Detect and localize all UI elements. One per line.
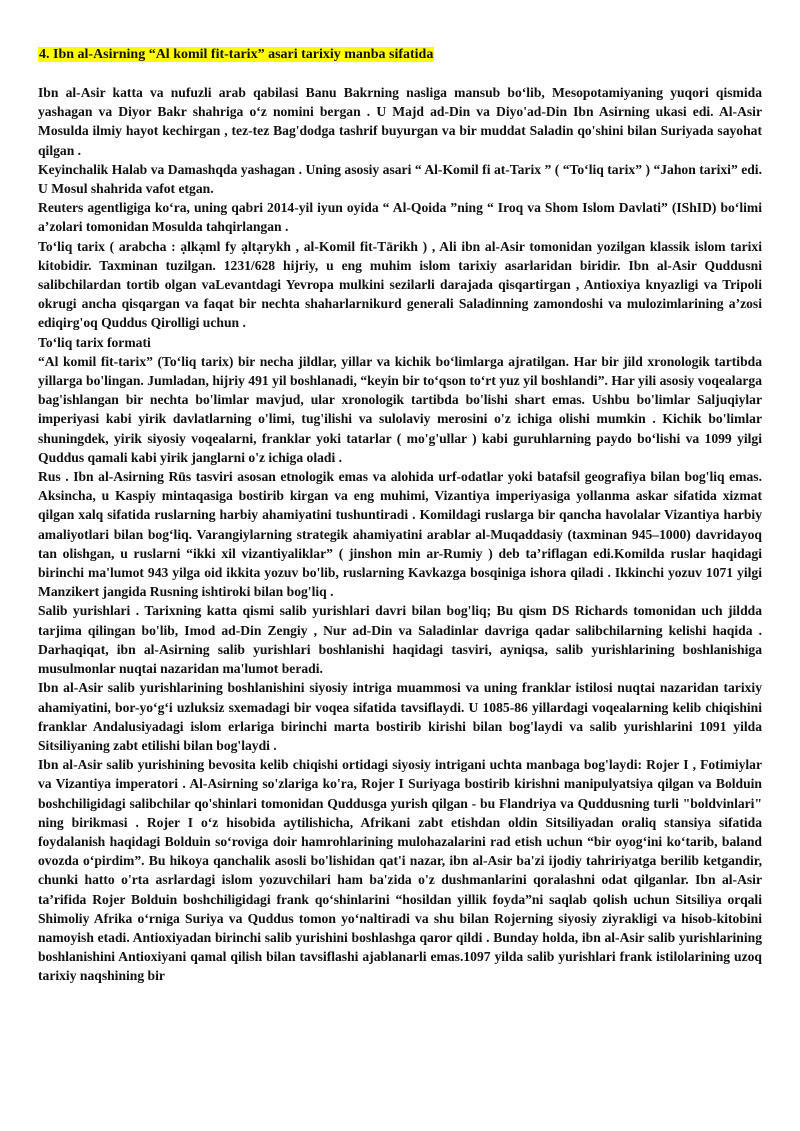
section-heading: 4. Ibn al-Asirning “Al komil fit-tarix” asari tarixiy manba sifatida	[39, 47, 434, 62]
paragraph: Ibn al-Asir salib yurishlarining boshlanishini siyosiy intriga muammosi va uning franklar istilosi nuqtai nazaridan tarixiy ahamiyatini, bor-yo‘g‘i uzluksiz sxemadagi bir voqea sifatida tavsiflaydi. U 1085-86 yillardagi voqealarning kelib chiqishini franklar Andalusiyadagi islom erlariga birinchi marta bostirib kirishi bilan bog'laydi va salib yurishlarini 1091 yilda Sitsiliyaning zabt etilishi bilan bog'laydi .	[38, 680, 762, 753]
paragraph: “Al komil fit-tarix” (To‘liq tarix) bir necha jildlar, yillar va kichik bo‘limlarga ajratilgan. Har bir jild xronologik tartibda yillarga bo'lingan. Jumladan, hijriy 491 yil boshlanadi, “keyin bir to‘qson to‘rt yuz yil boshlandi”. Har yili asosiy voqealarga bag'ishlangan bir nechta bo'limlar mavjud, ular xronologik tartibda bo'lishi shart emas. Ushbu bo'limlar Saljuqiylar imperiyasi kabi yirik davlatlarning o'limi, tug'ilishi va sulolaviy merosini o'z ichiga olishi mumkin . Kichik bo'limlar shuningdek, yirik siyosiy voqealarni, franklar yoki tatarlar ( mo'g'ullar ) kabi guruhlarning paydo bo‘lishi va 1099 yilgi Quddus qamali kabi yirik janglarni o'z ichiga oladi .	[38, 353, 762, 465]
paragraph: Salib yurishlari . Tarixning katta qismi salib yurishlari davri bilan bog'liq; Bu qism DS Richards tomonidan uch jildda tarjima qilingan bo'lib, Imod ad-Din Zengiy , Nur ad-Din va Saladinlar davriga qadar salibchilarning kelishi haqida . Darhaqiqat, ibn al-Asirning salib yurishlari boshlanishi haqidagi tasviri, ayniqsa, salib yurishlarining boshlanishiga musulmonlar nuqtai nazaridan ma'lumot beradi.	[38, 603, 762, 677]
section-heading-wrap	[38, 44, 762, 65]
paragraph: Rus . Ibn al-Asirning Rūs tasviri asosan etnologik emas va alohida urf-odatlar yoki batafsil geografiya bilan bog'liq emas. Aksincha, u Kaspiy mintaqasiga bostirib kirgan va eng muhimi, Vizantiya imperiyasiga yollanma askar sifatida xizmat qilgan xalq sifatida ruslarning harbiy ahamiyatini tushuntiradi . Komildagi ruslarga bir qancha havolalar Vizantiya harbiy amaliyotlari bilan bog‘liq. Varangiylarning strategik ahamiyatini arablar al-Muqaddasiy (taxminan 945–1000) davridayoq tan olishgan, u ruslarni “ikki xil vizantiyaliklar” ( jinshon min ar-Rumiy ) deb ta’riflagan edi.Komilda ruslar haqidagi birinchi ma'lumot 943 yilga oid ikkita yozuv bo'lib, ruslarning Kavkazga bosqiniga ishora qiladi . Ikkinchi yozuv 1071 yilgi Manzikert jangida Rusning ishtiroki bilan bog'liq .	[38, 469, 762, 600]
paragraph: Keyinchalik Halab va Damashqda yashagan . Uning asosiy asari “ Al-Komil fi at-Tarix ” ( “To‘liq tarix” ) “Jahon tarixi” edi. U Mosul shahrida vafot etgan.	[38, 161, 762, 197]
paragraph: To‘liq tarix ( arabcha : ạlkạml fy ạltạrykh , al-Komil fit-Tārikh ) , Ali ibn al-Asir tomonidan yozilgan klassik islom tarixi kitobidir. Taxminan tuzilgan. 1231/628 hijriy, u eng muhim islom tarixiy asarlaridan biridir. Ibn al-Asir Quddusni salibchilardan tortib olgan vaLevantdagi Yevropa mulkini sezilarli darajada qisqartirgan , Antioxiya knyazligi va Tripoli okrugi ancha qisqargan va faqat bir nechta shaharlarnikurd generali Saladinning zamondoshi va mulozimlarining a’zosi ediqirg'oq Quddus Qirolligi uchun .	[38, 238, 762, 331]
paragraph: Ibn al-Asir katta va nufuzli arab qabilasi Banu Bakrning nasliga mansub bo‘lib, Mesopotamiyaning yuqori qismida yashagan va Diyor Bakr shahriga o‘z nomini bergan . U Majd ad-Din va Diyo'ad-Din Ibn Asirning ukasi edi. Al-Asir Mosulda ilmiy hayot kechirgan , tez-tez Bag'dodga tashrif buyurgan va bir muddat Saladin qo'shini bilan Suriyada sayohat qilgan .	[38, 85, 762, 158]
document-page	[38, 44, 762, 986]
paragraph: Ibn al-Asir salib yurishining bevosita kelib chiqishi ortidagi siyosiy intrigani uchta manbaga bog'laydi: Rojer I , Fotimiylar va Vizantiya imperatori . Al-Asirning so'zlariga ko'ra, Rojer I Suriyaga bostirib kirishni manipulyatsiya qilgan va Bolduin boshchiligidagi salibchilar qo'shinlari tomonidan Quddusga yurish qilgan - bu Flandriya va Quddusning turli "boldvinlari" ning birikmasi . Rojer I o‘z hisobida aytilishicha, Afrikani zabt etishdan oldin Sitsiliyadan oraliq stansiya sifatida foydalanish haqidagi Bolduin so‘roviga doir hamrohlarining mulohazalarini rad etish uchun “bir oyog‘ini ko‘tarib, baland ovozda o‘pirdim”. Bu hikoya qanchalik asosli bo'lishidan qat'i nazar, ibn al-Asir ba'zi ijodiy tahririyatga berilib ketgandir, chunki hatto o'rta asrlardagi islom yozuvchilari ham ba'zida o'z dushmanlarini qoralashni odat qilganlar. Ibn al-Asir ta’rifida Rojer Bolduin boshchiligidagi frank qo‘shinlarini “hosildan yillik foyda”ni saqlab qolish uchun Sitsiliya orqali Shimoliy Afrika o‘rniga Suriya va Quddus tomon yo‘naltiradi va shu bilan Rojerning siyosiy ziyrakligi va hisob-kitobini namoyish etadi. Antioxiyadan birinchi salib yurishini boshlashga qaror qildi . Bunday holda, ibn al-Asir salib yurishlarining boshlanishini Antioxiyani qamal qilish bilan tavsiflashi ajablanarli emas.1097 yilda salib yurishlari frank istilolarining uzoq tarixiy naqshining bir	[38, 757, 762, 984]
paragraph: Reuters agentligiga ko‘ra, uning qabri 2014-yil iyun oyida “ Al-Qoida ”ning “ Iroq va Shom Islom Davlati” (IShID) bo‘limi a’zolari tomonidan Mosulda tahqirlangan .	[38, 200, 762, 235]
subheading-format: To‘liq tarix formati	[38, 334, 151, 350]
